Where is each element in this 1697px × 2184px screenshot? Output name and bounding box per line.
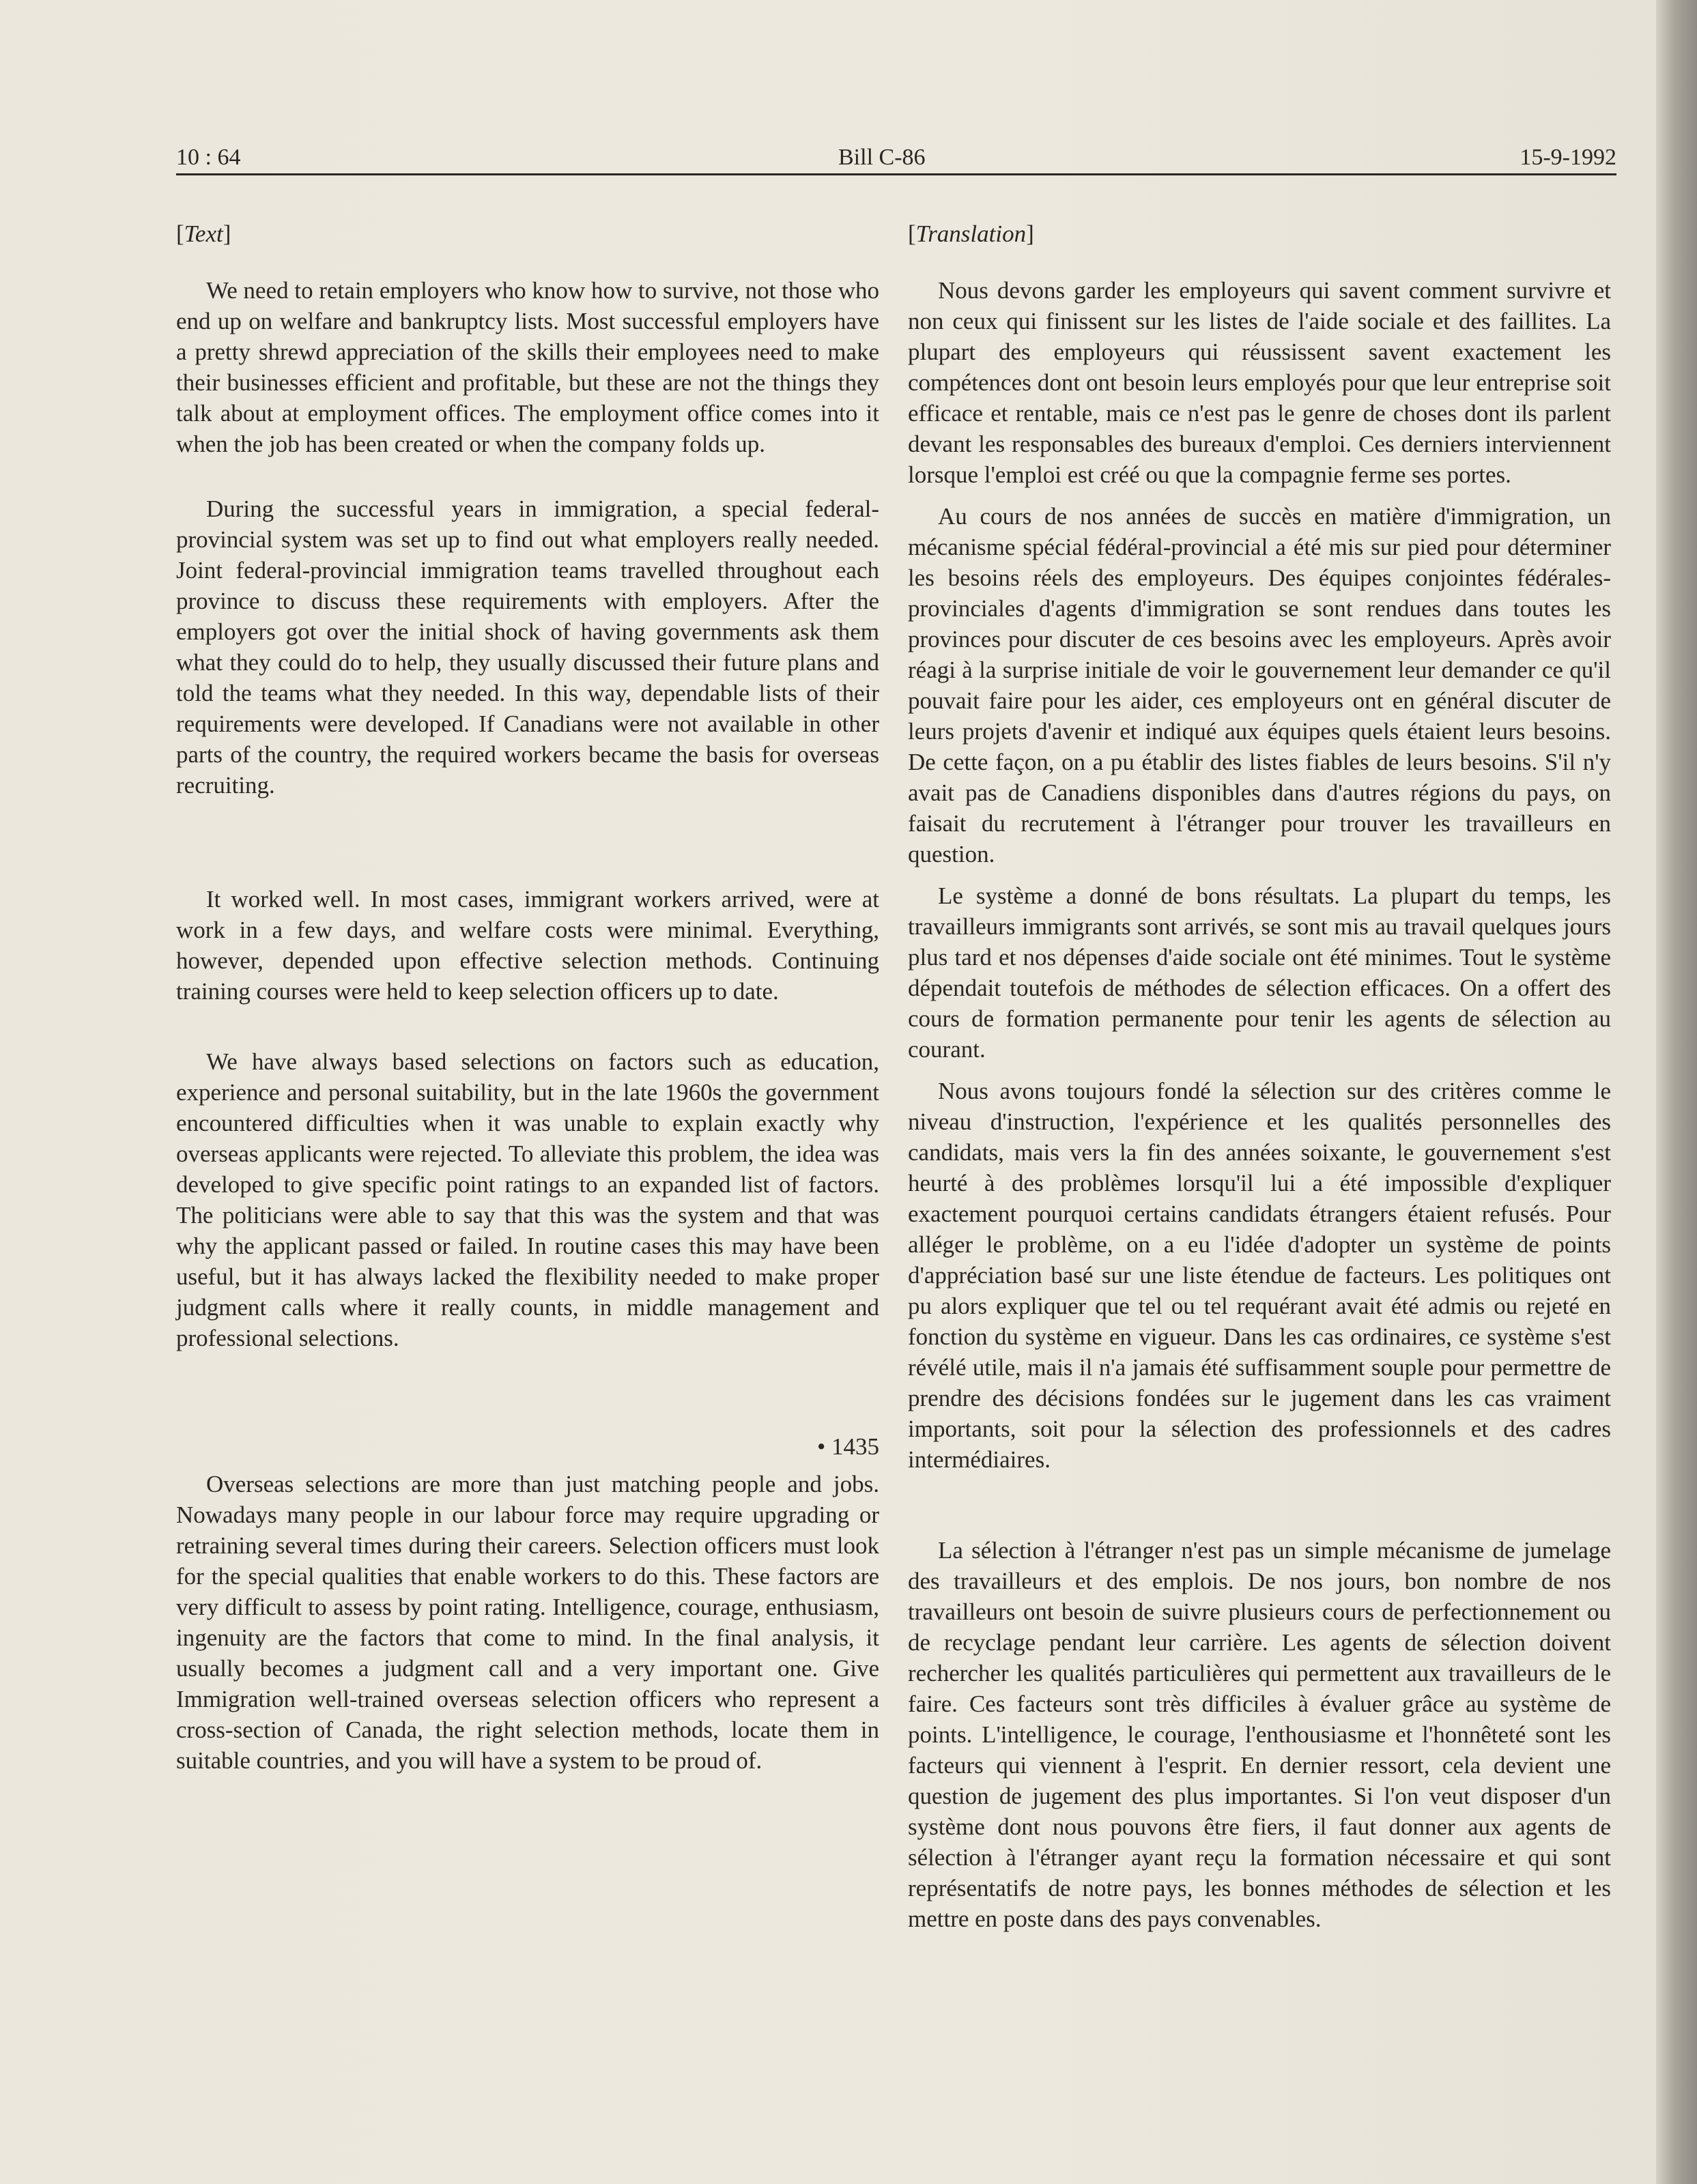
english-text-column [176,218,879,1776]
paragraph: Le système a donné de bons résultats. La plupart du temps, les travailleurs immigrants sont arrivés, se sont mis au travail quelques jours plus tard et nos dépenses d'aide sociale ont été minimes. Tout le système dépendait toutefois de méthodes de sélection efficaces. On a offert des cours de formation permanente pour tenir les agents de sélection au courant. [908,882,1611,1063]
sitting-date: 15-9-1992 [1520,145,1616,170]
bill-title: Bill C-86 [838,145,926,170]
translation-label: [Translation] [908,220,1034,247]
paragraph: La sélection à l'étranger n'est pas un simple mécanisme de jumelage des travailleurs et des emplois. De nos jours, bon nombre de nos travailleurs ont besoin de suivre plusieurs cours de perfectionnement ou de recyclage pendant leur carrière. Les agents de sélection doivent rechercher les qualités particulières qui permettent aux travailleurs de le faire. Ces facteurs sont très difficiles à évaluer grâce au système de points. L'intelligence, le courage, l'enthousiasme et l'honnêteté sont les facteurs qui viennent à l'esprit. En dernier ressort, cela devient une question de jugement des plus importantes. Si l'on veut disposer d'un système dont nous pouvons être fiers, il faut donner aux agents de sélection à l'étranger ayant reçu la formation nécessaire et qui sont représentatifs de notre pays, les bonnes méthodes de sélection et les mettre en poste dans des pays convenables. [908,1537,1611,1932]
page-reference: 10 : 64 [176,145,241,170]
text-label: [Text] [176,220,231,247]
paragraph: Au cours de nos années de succès en matière d'immigration, un mécanisme spécial fédéral-provincial a été mis sur pied pour déterminer les besoins réels des employeurs. Des équipes conjointes fédérales-provinciales d'agents d'immigration se sont rendues dans toutes les provinces pour discuter de ces besoins avec les employeurs. Après avoir réagi à la surprise initiale de voir le gouvernement leur demander ce qu'il pouvait faire pour les aider, ces employeurs ont en général discuter de leurs projets d'avenir et indiqué aux équipes quels étaient leurs besoins. De cette façon, on a pu établir des listes fiables de leurs besoins. S'il n'y avait pas de Canadiens disponibles dans d'autres régions du pays, on faisait du recrutement à l'étranger pour trouver les travailleurs en question. [908,503,1611,867]
paragraph: Nous avons toujours fondé la sélection sur des critères comme le niveau d'instruction, l'expérience et les qualités personnelles des candidats, mais vers la fin des années soixante, le gouvernement s'est heurté à des problèmes lorsqu'il lui a été impossible d'expliquer exactement pourquoi certains candidats étrangers étaient refusés. Pour alléger le problème, on a eu l'idée d'adopter un système de points d'appréciation basé sur une liste étendue de facteurs. Les politiques ont pu alors expliquer que tel ou tel requérant avait été admis ou rejeté en fonction du système en vigueur. Dans les cas ordinaires, ce système s'est révélé utile, mais il n'a jamais été suffisamment souple pour permettre de prendre des décisions fondées sur le jugement dans les cas vraiment importants, soit pour la sélection des professionnels et des cadres intermédiaires. [908,1078,1611,1473]
page-edge-shadow [1656,0,1697,2184]
paragraph: Nous devons garder les employeurs qui savent comment survivre et non ceux qui finissent sur les listes de l'aide sociale et des faillites. La plupart des employeurs qui réussissent savent exactement les compétences dont ont besoin leurs employés pour que leur entreprise soit efficace et rentable, mais ce n'est pas le genre de choses dont ils parlent devant les responsables des bureaux d'emploi. Ces derniers interviennent lorsque l'emploi est créé ou que la compagnie ferme ses portes. [908,277,1611,488]
running-header [176,138,1616,175]
french-translation-column [908,218,1611,1934]
paragraph: Overseas selections are more than just matching people and jobs. Nowadays many people in our labour force may require upgrading or retraining several times during their careers. Selection officers must look for the special qualities that enable workers to do this. These factors are very difficult to assess by point rating. Intelligence, courage, enthusiasm, ingenuity are the factors that come to mind. In the final analysis, it usually becomes a judgment call and a very important one. Give Immigration well-trained overseas selection officers who represent a cross-section of Canada, the right selection methods, locate them in suitable countries, and you will have a system to be proud of. [176,1471,879,1774]
paragraph: We need to retain employers who know how to survive, not those who end up on welfare and bankruptcy lists. Most successful employers have a pretty shrewd appreciation of the skills their employees need to make their businesses efficient and profitable, but these are not the things they talk about at employment offices. The employment office comes into it when the job has been created or when the company folds up. [176,277,879,457]
paragraph: It worked well. In most cases, immigrant workers arrived, were at work in a few days, and welfare costs were minimal. Everything, however, depended upon effective selection methods. Continuing training courses were held to keep selection officers up to date. [176,886,879,1005]
paragraph: We have always based selections on factors such as education, experience and personal suitability, but in the late 1960s the government encountered difficulties when it was unable to explain exactly why overseas applicants were rejected. To alleviate this problem, the idea was developed to give specific point ratings to an expanded list of factors. The politicians were able to say that this was the system and that was why the applicant passed or failed. In routine cases this may have been useful, but it has always lacked the flexibility needed to make proper judgment calls where it really counts, in middle management and professional selections. [176,1048,879,1351]
time-marker: • 1435 [816,1433,879,1460]
paragraph: During the successful years in immigration, a special federal-provincial system was set up to find out what employers really needed. Joint federal-provincial immigration teams travelled throughout each province to discuss these requirements with employers. After the employers got over the initial shock of having governments ask them what they could do to help, they usually discussed their future plans and told the teams what they needed. In this way, dependable lists of their requirements were developed. If Canadians were not available in other parts of the country, the required workers became the basis for overseas recruiting. [176,495,879,799]
